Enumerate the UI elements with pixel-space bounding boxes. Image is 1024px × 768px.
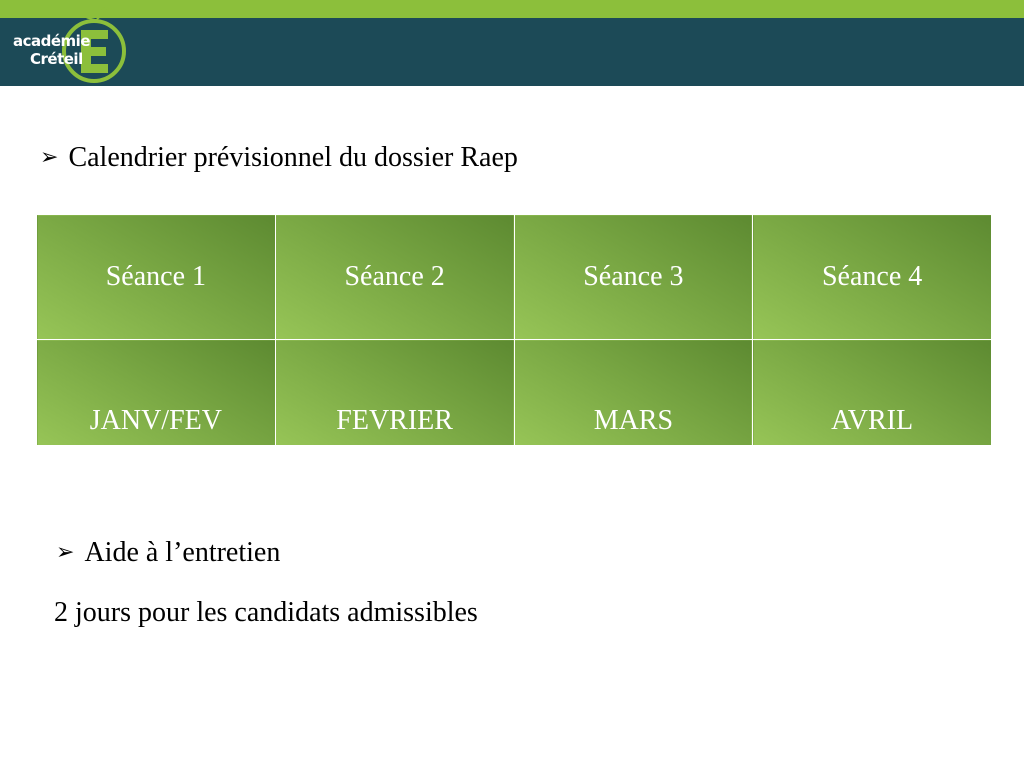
calendar-title-text: Calendrier prévisionnel du dossier Raep [68, 142, 518, 173]
section-title-interview [56, 537, 280, 569]
header-band [0, 18, 1024, 86]
month-cell: AVRIL [753, 340, 992, 446]
session-cell: Séance 2 [275, 215, 514, 340]
interview-title-text: Aide à l’entretien [84, 537, 281, 568]
arrow-bullet-icon: ➢ [40, 145, 59, 170]
session-cell: Séance 1 [37, 215, 276, 340]
session-cell: Séance 3 [514, 215, 753, 340]
logo-text-line1: académie [13, 32, 90, 50]
month-cell: FEVRIER [275, 340, 514, 446]
schedule-table [36, 214, 992, 446]
interview-body-text: 2 jours pour les candidats admissibles [54, 597, 478, 628]
table-row-sessions [37, 215, 992, 340]
section-title-calendar [40, 142, 518, 174]
arrow-bullet-icon: ➢ [56, 540, 75, 565]
month-cell: MARS [514, 340, 753, 446]
session-cell: Séance 4 [753, 215, 992, 340]
month-cell: JANV/FEV [37, 340, 276, 446]
header-top-stripe [0, 0, 1024, 18]
logo-text-line2: Créteil [30, 50, 83, 68]
table-row-months [37, 340, 992, 446]
academie-creteil-logo [10, 4, 130, 86]
